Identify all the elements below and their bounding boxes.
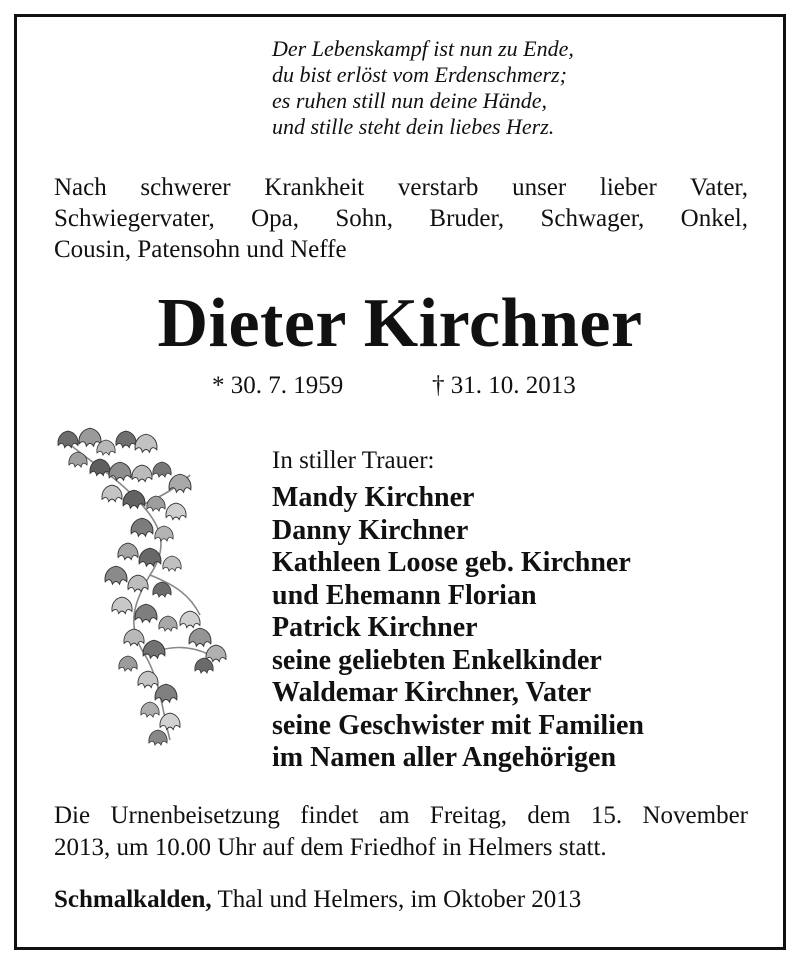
- mourner-line: im Namen aller Angehörigen: [272, 742, 617, 773]
- mourner-line: Kathleen Loose geb. Kirchner: [272, 547, 631, 578]
- mourner-line: seine geliebten Enkelkinder: [272, 644, 602, 676]
- poem-line: du bist erlöst vom Erdenschmerz;: [272, 62, 567, 87]
- mourner-line: und Ehemann Florian: [272, 579, 537, 611]
- ivy-leaves-icon: [50, 425, 240, 755]
- place-rest: Thal und Helmers, im Oktober 2013: [211, 886, 582, 913]
- mourner-line: Danny Kirchner: [272, 514, 469, 546]
- poem-line: Der Lebenskampf ist nun zu Ende,: [272, 36, 574, 61]
- place-and-date: [54, 884, 581, 916]
- mourner-line: seine Geschwister mit Familien: [272, 709, 644, 741]
- funeral-notice: [54, 800, 748, 864]
- poem-line: und stille steht dein liebes Herz.: [272, 114, 555, 139]
- mourner-line: Patrick Kirchner: [272, 612, 478, 643]
- mourners-list: [272, 482, 644, 775]
- intro-line: Nach schwerer Krankheit verstarb unser lieber Vater,: [54, 174, 748, 201]
- funeral-line: 2013, um 10.00 Uhr auf dem Friedhof in Helmers statt.: [54, 834, 607, 861]
- intro-text: [54, 172, 748, 265]
- mourner-line: Mandy Kirchner: [272, 482, 475, 513]
- deceased-name: Dieter Kirchner: [157, 285, 643, 362]
- intro-line: Cousin, Patensohn und Neffe: [54, 236, 347, 263]
- death-date: † 31. 10. 2013: [432, 372, 576, 399]
- birth-date: * 30. 7. 1959: [212, 372, 344, 399]
- intro-line: Schwiegervater, Opa, Sohn, Bruder, Schwager, Onkel,: [54, 205, 748, 232]
- mourning-label: In stiller Trauer:: [272, 447, 435, 474]
- place-bold: Schmalkalden,: [54, 886, 212, 913]
- poem-line: es ruhen still nun deine Hände,: [272, 88, 547, 113]
- poem: [272, 36, 752, 140]
- mourner-line: Waldemar Kirchner, Vater: [272, 677, 592, 708]
- funeral-line: Die Urnenbeisetzung findet am Freitag, dem 15. November: [54, 802, 748, 829]
